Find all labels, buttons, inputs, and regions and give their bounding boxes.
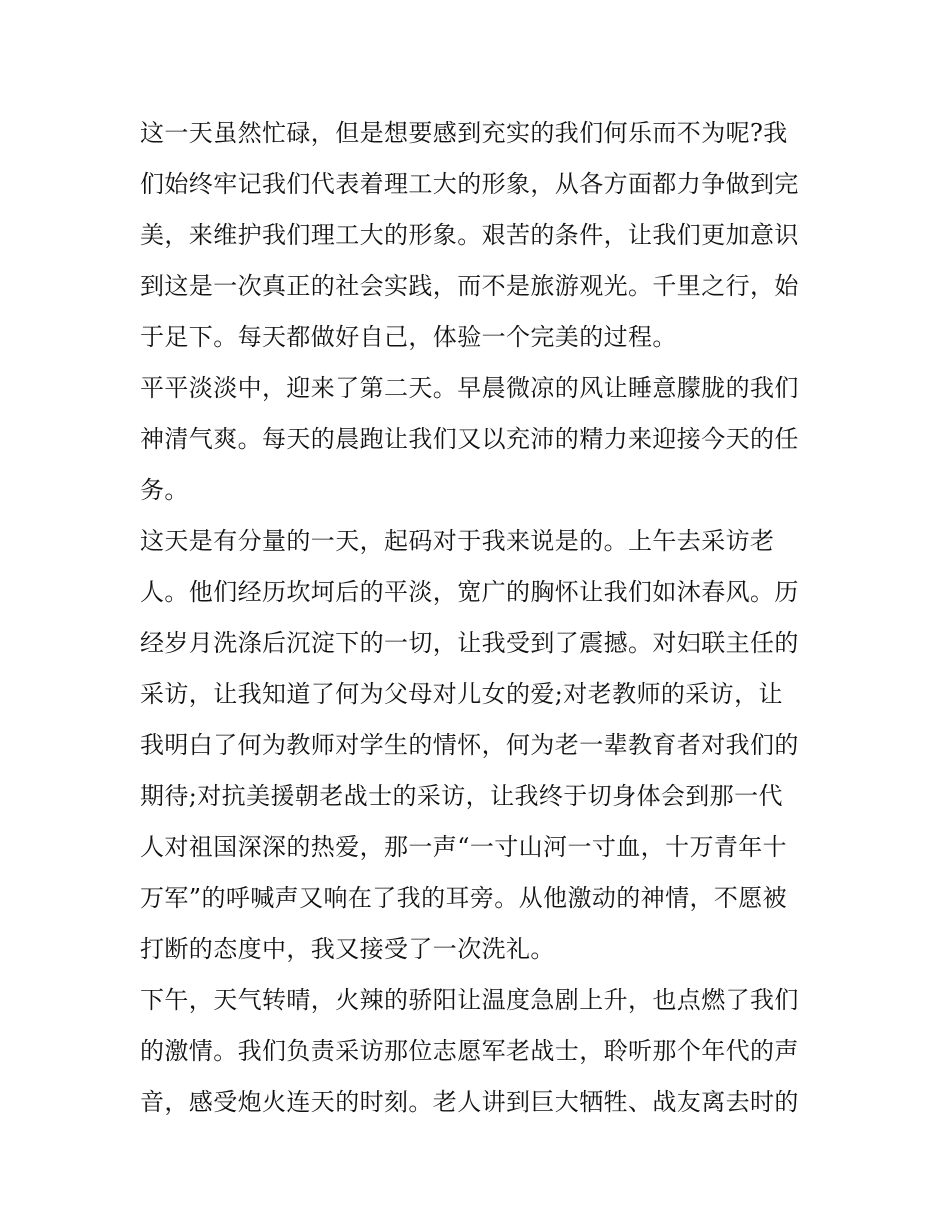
- text-line: 到这是一次真正的社会实践，而不是旅游观光。千里之行，始: [140, 272, 799, 300]
- paragraph-2: [140, 363, 820, 516]
- text-line: 期待;对抗美援朝老战士的采访，让我终于切身体会到那一代: [140, 782, 783, 810]
- text-line: 采访，让我知道了何为父母对儿女的爱;对老教师的采访，让: [140, 680, 783, 708]
- text-line: 们始终牢记我们代表着理工大的形象，从各方面都力争做到完: [140, 170, 799, 198]
- text-line: 平平淡淡中，迎来了第二天。早晨微凉的风让睡意朦胧的我们: [140, 374, 799, 402]
- text-line: 美，来维护我们理工大的形象。艰苦的条件，让我们更加意识: [140, 221, 799, 249]
- text-line: 神清气爽。每天的晨跑让我们又以充沛的精力来迎接今天的任: [140, 425, 799, 453]
- text-line: 打断的态度中，我又接受了一次洗礼。: [140, 935, 555, 963]
- document-body: [140, 108, 820, 1128]
- text-line: 的激情。我们负责采访那位志愿军老战士，聆听那个年代的声: [140, 1037, 799, 1065]
- text-line: 人对祖国深深的热爱，那一声“一寸山河一寸血，十万青年十: [140, 833, 788, 861]
- text-line: 人。他们经历坎坷后的平淡，宽广的胸怀让我们如沐春风。历: [140, 578, 799, 606]
- text-line: 音，感受炮火连天的时刻。老人讲到巨大牺牲、战友离去时的: [140, 1088, 799, 1116]
- text-line: 经岁月洗涤后沉淀下的一切，让我受到了震撼。对妇联主任的: [140, 629, 799, 657]
- text-line: 于足下。每天都做好自己，体验一个完美的过程。: [140, 323, 677, 351]
- text-line: 这天是有分量的一天，起码对于我来说是的。上午去采访老: [140, 527, 775, 555]
- paragraph-3: [140, 516, 820, 975]
- text-line: 务。: [140, 476, 189, 504]
- text-line: 万军”的呼喊声又响在了我的耳旁。从他激动的神情，不愿被: [140, 884, 788, 912]
- text-line: 我明白了何为教师对学生的情怀，何为老一辈教育者对我们的: [140, 731, 799, 759]
- text-line: 这一天虽然忙碌，但是想要感到充实的我们何乐而不为呢?我: [140, 119, 788, 147]
- paragraph-4: [140, 975, 820, 1128]
- text-line: 下午，天气转晴，火辣的骄阳让温度急剧上升，也点燃了我们: [140, 986, 799, 1014]
- paragraph-1: [140, 108, 820, 363]
